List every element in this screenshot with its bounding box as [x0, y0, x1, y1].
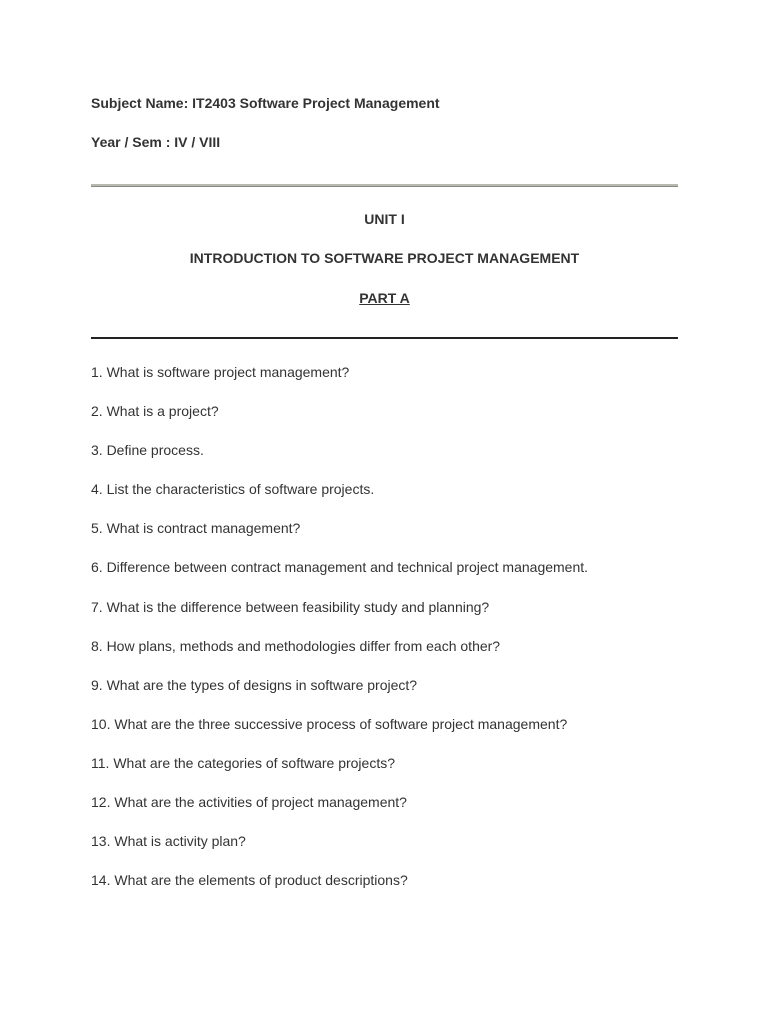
question-item: 14. What are the elements of product descriptions? — [91, 872, 408, 889]
question-item: 7. What is the difference between feasibility study and planning? — [91, 598, 490, 615]
question-item: 8. How plans, methods and methodologies differ from each other? — [91, 637, 501, 654]
question-item: 1. What is software project management? — [91, 364, 350, 380]
year-semester: Year / Sem : IV / VIII — [91, 134, 221, 150]
section-divider — [91, 337, 678, 339]
question-item: 9. What are the types of designs in software project? — [91, 676, 418, 693]
question-list — [91, 363, 588, 910]
question-item: 13. What is activity plan? — [91, 833, 246, 850]
unit-heading: UNIT I — [364, 211, 405, 227]
part-heading: PART A — [359, 290, 410, 306]
question-item: 3. Define process. — [91, 442, 204, 459]
question-item: 11. What are the categories of software projects? — [91, 754, 396, 771]
question-item: 12. What are the activities of project management? — [91, 794, 407, 811]
question-item: 10. What are the three successive process of software project management? — [91, 715, 568, 732]
part-heading-row — [91, 289, 678, 307]
question-item: 6. Difference between contract management and technical project management. — [91, 559, 589, 576]
unit-title: INTRODUCTION TO SOFTWARE PROJECT MANAGEMENT — [189, 250, 580, 266]
question-item: 5. What is contract management? — [91, 520, 301, 537]
question-item: 2. What is a project? — [91, 403, 219, 420]
question-item: 4. List the characteristics of software projects. — [91, 481, 375, 498]
header-divider — [91, 184, 678, 187]
subject-name: Subject Name: IT2403 Software Project Management — [91, 95, 440, 111]
